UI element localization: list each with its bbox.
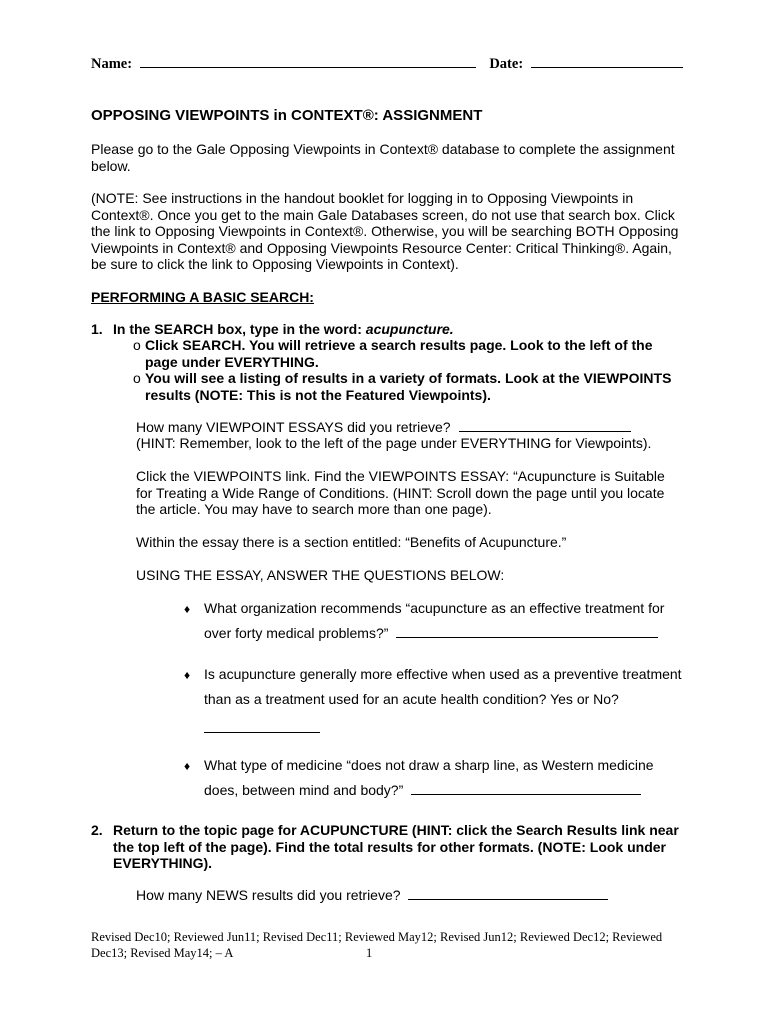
step1-instruction — [113, 321, 454, 338]
footer-line2-row — [91, 945, 691, 961]
page-number: 1 — [366, 946, 373, 960]
section-heading: PERFORMING A BASIC SEARCH: — [91, 289, 314, 305]
bullet3-answer-line[interactable] — [411, 793, 641, 795]
step1-sub1 — [133, 337, 685, 370]
bullet-question-3 — [184, 753, 684, 803]
hint-essays: (HINT: Remember, look to the left of the page under EVERYTHING for Viewpoints). — [136, 435, 652, 451]
step1-sub2 — [133, 370, 685, 403]
step2-instruction: Return to the topic page for ACUPUNCTURE (HINT: click the Search Results link near the top left of the page). Find the total results for other formats. (NOTE: Look under EVERYTHING). — [113, 822, 679, 871]
revision-footer — [91, 929, 691, 961]
bullet-question-2 — [184, 662, 684, 732]
essays-answer-line[interactable] — [459, 430, 631, 432]
diamond-bullet-icon: ♦ — [184, 602, 191, 616]
name-blank-line[interactable] — [140, 66, 476, 68]
date-label: Date: — [489, 56, 524, 72]
using-essay-heading: USING THE ESSAY, ANSWER THE QUESTIONS BELOW: — [136, 567, 505, 583]
bullet2-line1: Is acupuncture generally more effective when used as a preventive treatment — [204, 666, 682, 682]
bullet-question-1 — [184, 596, 684, 646]
click-viewpoints-paragraph: Click the VIEWPOINTS link. Find the VIEWPOINTS ESSAY: “Acupuncture is Suitable for Treating a Wide Range of Conditions. (HINT: Scroll down the page until you locate the article. You may have to search more than one page). — [136, 468, 665, 517]
intro-paragraph: Please go to the Gale Opposing Viewpoints in Context® database to complete the assignment below. — [91, 141, 675, 174]
bullet3-line2-row — [204, 778, 684, 803]
bullet1-line2-row — [204, 621, 684, 646]
step1-number: 1. — [91, 321, 103, 337]
footer-revisions-line1: Revised Dec10; Reviewed Jun11; Revised Dec11; Reviewed May12; Revised Jun12; Reviewed Dec12; Reviewed — [91, 930, 663, 944]
step1-keyword: acupuncture. — [365, 321, 454, 337]
within-essay-text: Within the essay there is a section entitled: “Benefits of Acupuncture.” — [136, 534, 567, 550]
bullet1-line2: over forty medical problems?” — [204, 625, 389, 641]
diamond-bullet-icon: ♦ — [184, 668, 191, 682]
name-label: Name: — [91, 56, 133, 72]
sub2-marker: o — [133, 370, 141, 386]
question-news — [136, 887, 608, 904]
bullet3-line2: does, between mind and body?” — [204, 782, 404, 798]
step2-number: 2. — [91, 822, 103, 838]
question-news-text: How many NEWS results did you retrieve? — [136, 887, 401, 903]
bullet3-line1: What type of medicine “does not draw a sharp line, as Western medicine — [204, 757, 654, 773]
bullet2-answer-row — [204, 716, 684, 732]
news-answer-line[interactable] — [408, 898, 608, 900]
date-blank-line[interactable] — [531, 66, 683, 68]
page-title: OPPOSING VIEWPOINTS in CONTEXT®: ASSIGNMENT — [91, 107, 483, 124]
step1-text: In the SEARCH box, type in the word: — [113, 321, 362, 337]
diamond-bullet-icon: ♦ — [184, 759, 191, 773]
footer-revisions-line2: Dec13; Revised May14; – A — [91, 946, 234, 960]
question-essays-text: How many VIEWPOINT ESSAYS did you retrieve? — [136, 419, 451, 435]
bullet2-answer-line[interactable] — [204, 731, 320, 733]
bullet2-line2: than as a treatment used for an acute health condition? Yes or No? — [204, 691, 619, 707]
bullet1-answer-line[interactable] — [396, 636, 658, 638]
name-date-header — [91, 56, 683, 73]
sub1-text: Click SEARCH. You will retrieve a search results page. Look to the left of the page under EVERYTHING. — [145, 337, 653, 370]
note-paragraph: (NOTE: See instructions in the handout booklet for logging in to Opposing Viewpoints in Context®. Once you get to the main Gale Databases screen, do not use that search box. Click the link to Opposing Viewpoints in Context®. Otherwise, you will be searching BOTH Opposing Viewpoints in Context® and Opposing Viewpoints Resource Center: Critical Thinking®. Again, be sure to click the link to Opposing Viewpoints in Context). — [91, 190, 679, 272]
sub1-marker: o — [133, 337, 141, 353]
sub2-text: You will see a listing of results in a variety of formats. Look at the VIEWPOINTS results (NOTE: This is not the Featured Viewpoints). — [145, 370, 672, 403]
bullet1-line1: What organization recommends “acupuncture as an effective treatment for — [204, 600, 665, 616]
question-essays — [136, 419, 631, 436]
